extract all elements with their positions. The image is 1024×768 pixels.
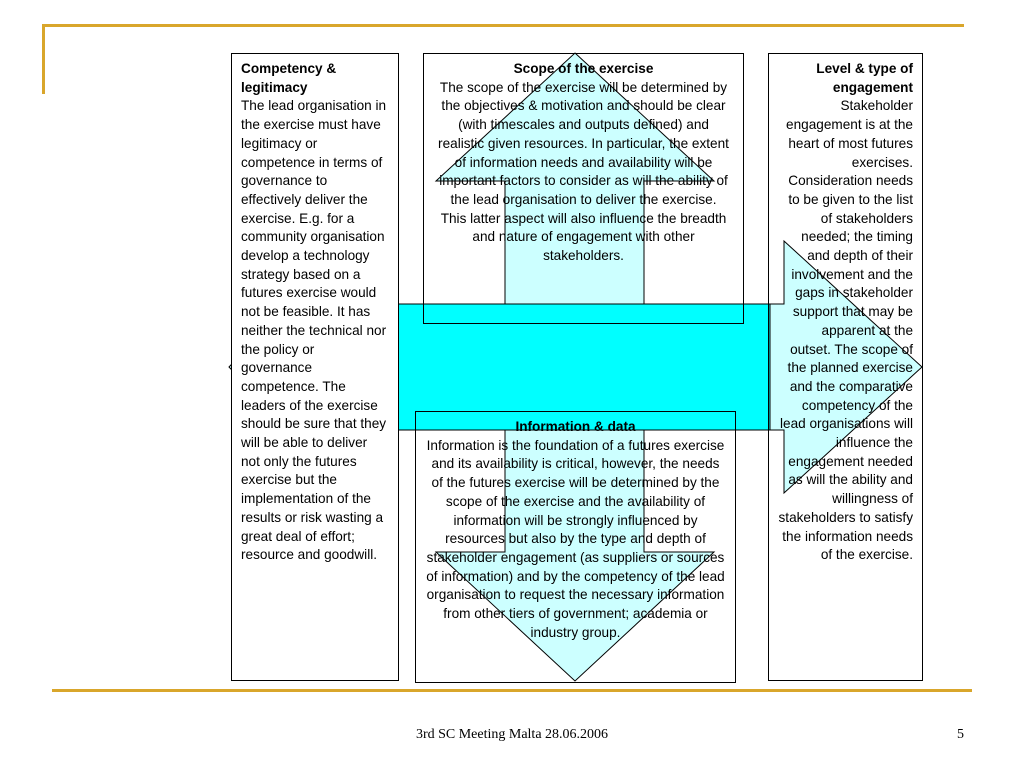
engagement-title: Level & type of engagement bbox=[816, 61, 913, 95]
footer-text: 3rd SC Meeting Malta 28.06.2006 bbox=[415, 727, 609, 742]
information-title: Information & data bbox=[515, 419, 636, 434]
information-box bbox=[415, 411, 736, 683]
competency-title: Competency & legitimacy bbox=[241, 61, 337, 95]
scope-box bbox=[423, 53, 744, 324]
competency-body: The lead organisation in the exercise must have legitimacy or competence in terms of governance to effectively deliver the exercise. E.g. for a community organisation develop a technology strategy based on a futures exercise would not be feasible. It has neither the technical nor the policy or governance competence. The leaders of the exercise should be sure that they will be able to deliver not only the futures exercise but the implementation of the results or risk wasting a great deal of effort; resource and goodwill. bbox=[241, 98, 387, 563]
scope-title: Scope of the exercise bbox=[513, 61, 654, 76]
scope-body: The scope of the exercise will be determined by the objectives & motivation and should be clear (with timescales and outputs defined) and realistic given resources. In particular, the extent of information needs and availability will be important factors to consider as will the ability of the lead organisation to deliver the exercise. This latter aspect will also influence the breadth and nature of engagement with other stakeholders. bbox=[438, 79, 729, 264]
accent-rule-bottom bbox=[52, 689, 972, 692]
page-number: 5 bbox=[957, 727, 964, 742]
information-body: Information is the foundation of a futures exercise and its availability is critical, however, the needs of the futures exercise will be determined by the scope of the exercise and the availability of information will be strongly influenced by resources but also by the type and depth of stakeholder engagement (as suppliers or sources of information) and by the competency of the lead organisation to request the necessary information from other tiers of government; academia or industry group. bbox=[426, 437, 725, 640]
engagement-body: Stakeholder engagement is at the heart of most futures exercises. Consideration needs to be given to the list of stakeholders needed; the timing and depth of their involvement and the gaps in stakeholder support that may be apparent at the outset. The scope of the planned exercise and the comparative competency of the lead organisations will influence the engagement needed as will the ability and willingness of stakeholders to satisfy the information needs of the exercise. bbox=[778, 98, 913, 563]
engagement-box bbox=[768, 53, 923, 681]
competency-box bbox=[231, 53, 399, 681]
